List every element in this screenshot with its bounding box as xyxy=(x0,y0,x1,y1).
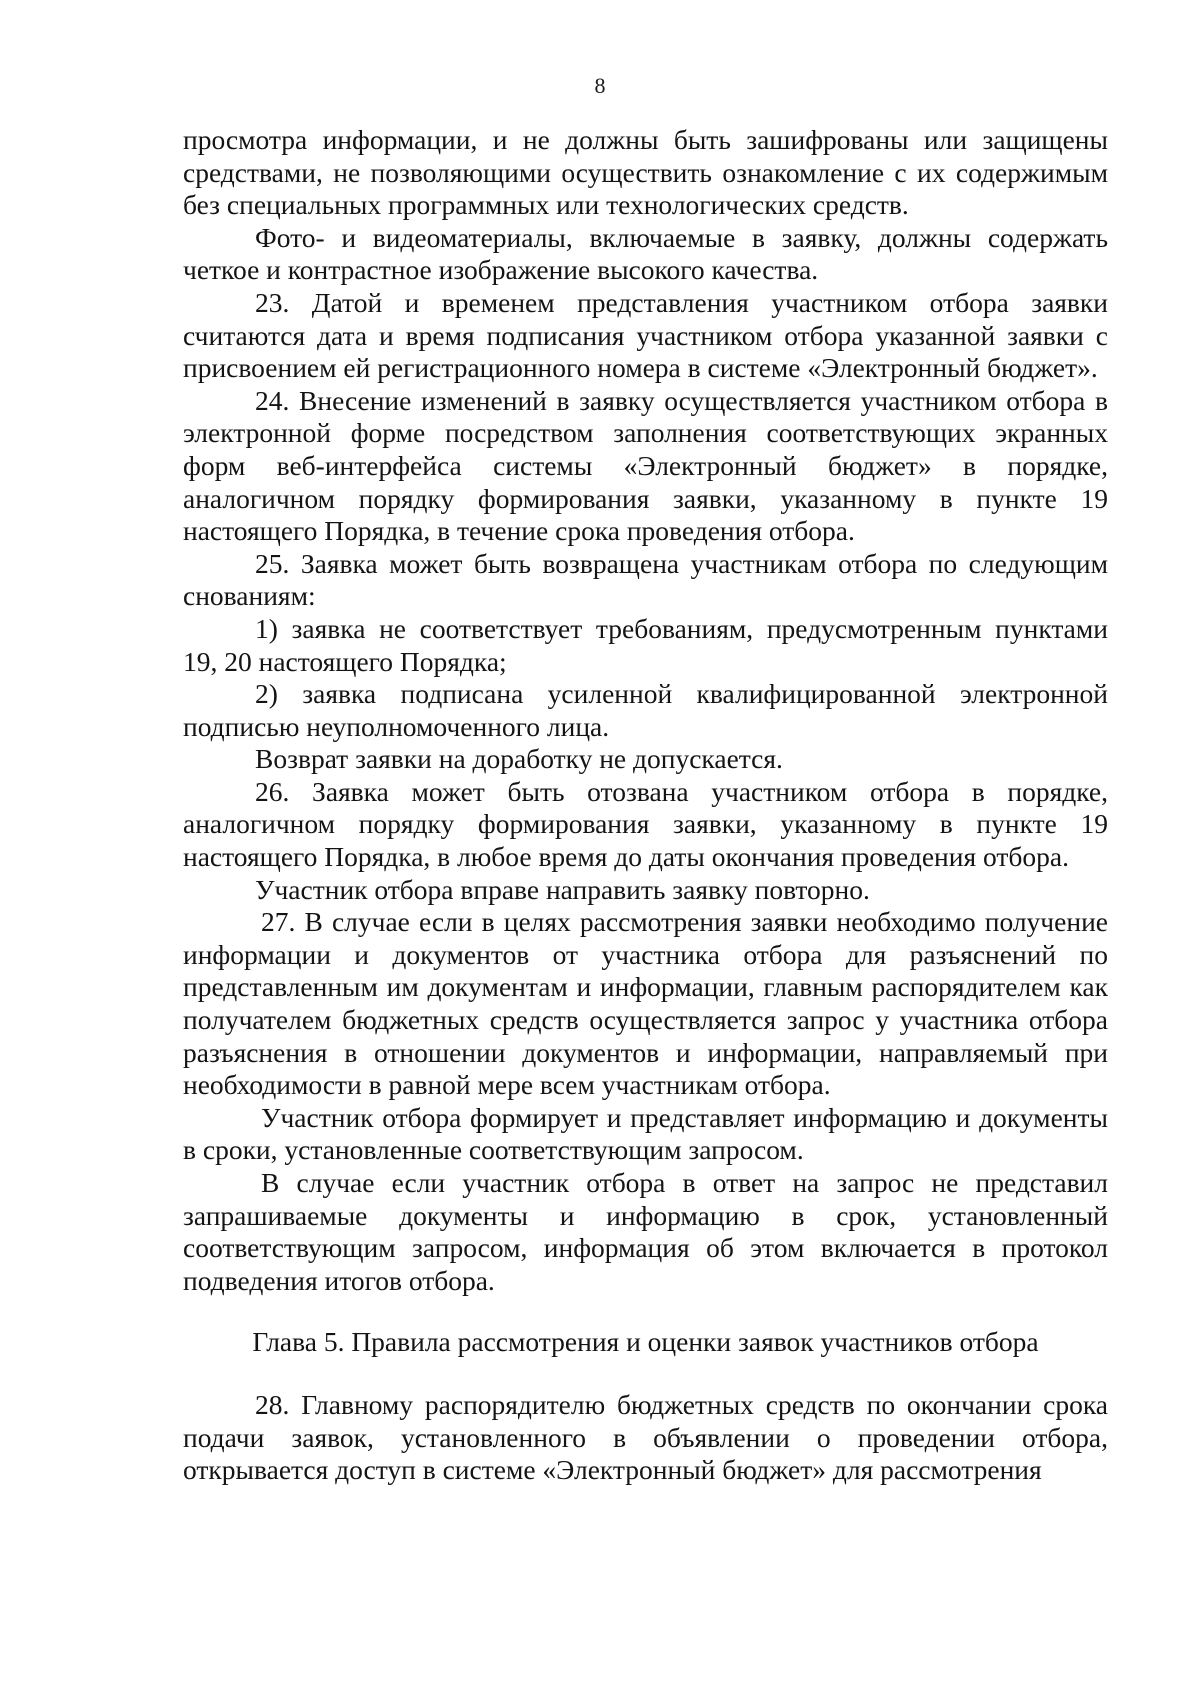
page-number: 8 xyxy=(594,73,606,98)
paragraph-25: 25. Заявка может быть возвращена участникам отбора по следующим снованиям: xyxy=(183,547,1108,612)
paragraph-26: 26. Заявка может быть отозвана участником отбора в порядке, аналогичном порядку формирования заявки, указанному в пункте 19 настоящего Порядка, в любое время до даты окончания проведения отбора. xyxy=(183,775,1108,873)
paragraph-25-item-1: 1) заявка не соответствует требованиям, предусмотренным пунктами 19, 20 настоящего Порядка; xyxy=(183,612,1108,677)
document-body xyxy=(183,124,1108,1487)
paragraph-27: 27. В случае если в целях рассмотрения заявки необходимо получение информации и документов от участника отбора для разъяснений по представленным им документам и информации, главным распорядителем как получателем бюджетных средств осуществляется запрос у участника отбора разъяснения в отношении документов и информации, направляемый при необходимости в равной мере всем участникам отбора. xyxy=(183,906,1108,1101)
paragraph-23: 23. Датой и временем представления участником отбора заявки считаются дата и время подписания участником отбора указанной заявки с присвоением ей регистрационного номера в системе «Электронный бюджет». xyxy=(183,286,1108,384)
chapter-heading: Глава 5. Правила рассмотрения и оценки заявок участников отбора xyxy=(252,1326,1039,1358)
paragraph-25-item-2: 2) заявка подписана усиленной квалифицированной электронной подписью неуполномоченного лица. xyxy=(183,678,1108,742)
paragraph-no-return: Возврат заявки на доработку не допускается. xyxy=(255,743,783,775)
paragraph-participant-forms: Участник отбора формирует и представляет информацию и документы в сроки, установленные соответствующим запросом. xyxy=(183,1101,1108,1166)
paragraph-no-response: В случае если участник отбора в ответ на запрос не представил запрашиваемые документы и информацию в срок, установленный соответствующим запросом, информация об этом включается в протокол подведения итогов отбора. xyxy=(183,1167,1108,1296)
paragraph-continuation: просмотра информации, и не должны быть зашифрованы или защищены средствами, не позволяющими осуществить ознакомление с их содержимым без специальных программных или технологических средств. xyxy=(183,124,1108,221)
paragraph-resubmit: Участник отбора вправе направить заявку повторно. xyxy=(255,873,870,905)
paragraph-photo-materials: Фото- и видеоматериалы, включаемые в заявку, должны содержать четкое и контрастное изображение высокого качества. xyxy=(183,221,1108,286)
paragraph-24: 24. Внесение изменений в заявку осуществляется участником отбора в электронной форме посредством заполнения соответствующих экранных форм веб-интерфейса системы «Электронный бюджет» в порядке, аналогичном порядку формирования заявки, указанному в пункте 19 настоящего Порядка, в течение срока проведения отбора. xyxy=(183,384,1108,547)
paragraph-28: 28. Главному распорядителю бюджетных средств по окончании срока подачи заявок, установленного в объявлении о проведении отбора, открывается доступ в системе «Электронный бюджет» для рассмотрения xyxy=(183,1388,1108,1486)
